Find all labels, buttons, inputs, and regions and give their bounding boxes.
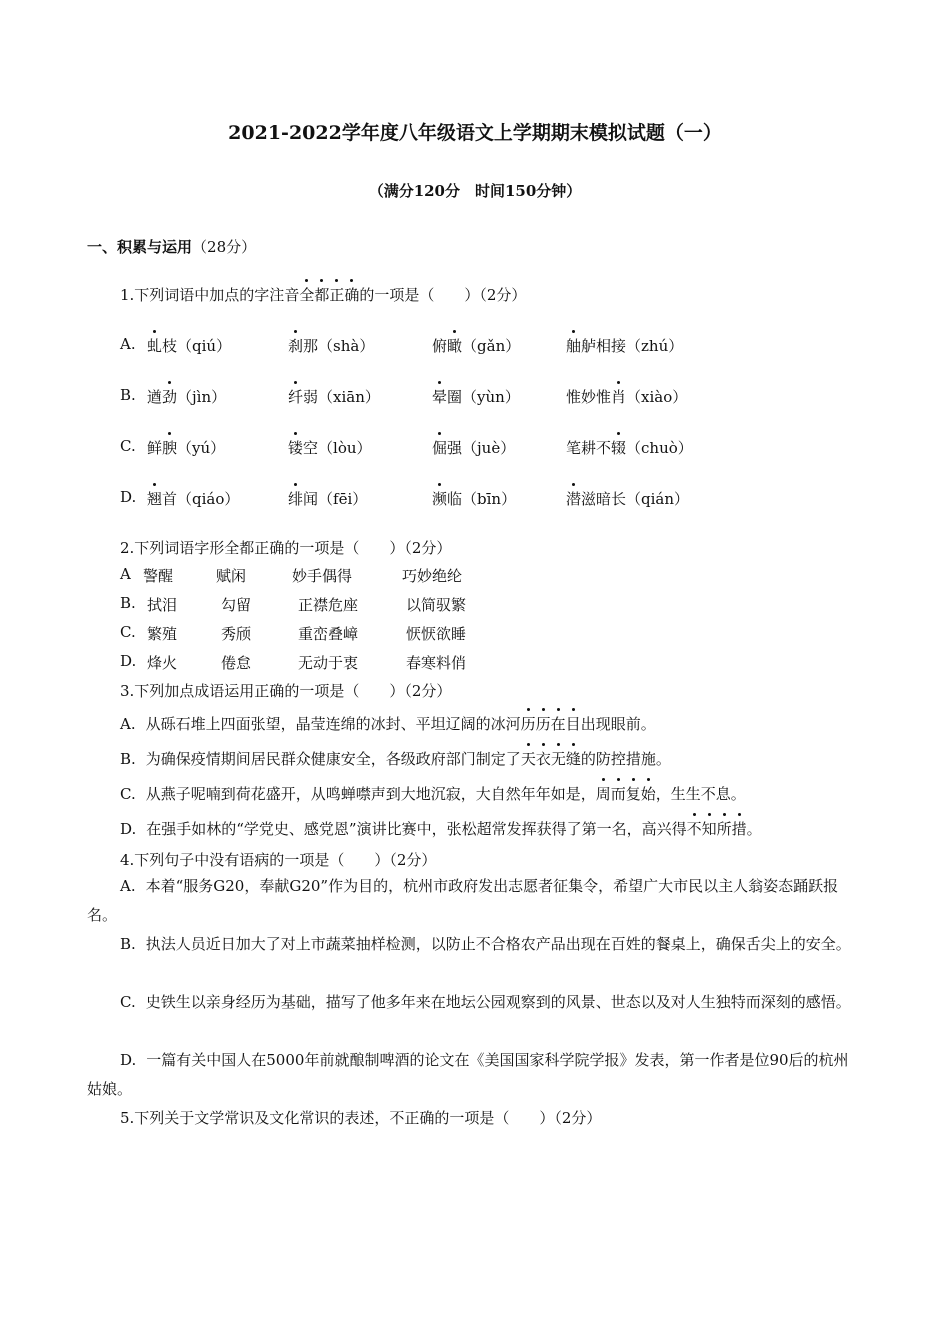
pinyin: （lòu） [318, 439, 372, 457]
q4-stem: 4.下列句子中没有语病的一项是（ ）（2分） [120, 851, 437, 869]
q2-word: 倦怠 [221, 654, 252, 672]
q2-word: 繁殖 [147, 625, 178, 643]
section-number: 一、 [87, 238, 118, 256]
q1-word-item [432, 488, 516, 509]
dotted-idiom [521, 750, 581, 768]
dotted-char: 衣 [535, 750, 551, 768]
q1-stem-after: 的一项是（ ）（2分） [359, 286, 527, 304]
q3-option-text-end: 。 [746, 820, 762, 838]
dotted-char: 不 [686, 820, 702, 838]
q3-option-text-end: ，生生不息。 [655, 785, 746, 803]
dotted-char: 腴 [162, 439, 178, 457]
word-rest: 空 [303, 439, 319, 457]
dotted-char: 知 [701, 820, 717, 838]
q3-option [120, 713, 656, 734]
dotted-char: 绯 [288, 490, 304, 508]
word-rest: 临 [447, 490, 463, 508]
dotted-char: 虬 [147, 337, 163, 355]
word-prefix: 鲜 [147, 439, 163, 457]
word-rest: 枝 [162, 337, 178, 355]
q3-option-label: D. [120, 820, 137, 838]
pinyin: （xiān） [318, 388, 380, 406]
q3-option-text: 为确保疫情期间居民群众健康安全，各级政府部门制定了 [145, 750, 521, 768]
word-rest: 滋暗长 [581, 490, 627, 508]
q2-word: 赋闲 [216, 567, 247, 585]
q1-word-item [566, 386, 687, 407]
pinyin: （yùn） [462, 388, 520, 406]
q2-option-label: C. [120, 623, 136, 641]
q2-word: 以简驭繁 [406, 596, 467, 614]
q4-option-text: 史铁生以亲身经历为基础，描写了他多年来在地坛公园观察到的风景、世态以及对人生独特而深刻的感悟。 [145, 993, 851, 1011]
pinyin: （qiú） [177, 337, 232, 355]
q4-option-label: B. [120, 935, 136, 953]
q4-option [87, 988, 862, 1017]
q3-option-label: A. [120, 715, 136, 733]
dotted-char: 翘 [147, 490, 163, 508]
q1-word-item [147, 335, 231, 356]
q2-word: 秀颀 [221, 625, 252, 643]
q4-option-label: D. [120, 1051, 137, 1069]
q1-word-item [147, 437, 225, 458]
q2-stem: 2.下列词语字形全都正确的一项是（ ）（2分） [120, 539, 452, 557]
q2-word: 恹恹欲睡 [406, 625, 467, 643]
q3-option-text-end: 的防控措施。 [580, 750, 671, 768]
pinyin: （zhú） [626, 337, 684, 355]
q4-option [87, 1046, 862, 1104]
dotted-char: 晕 [432, 388, 448, 406]
pinyin: （qián） [626, 490, 690, 508]
q4-option-text: 本着“服务G20，奉献G20”作为目的，杭州市政府发出志愿者征集令，希望广大市民以主人翁姿态踊跃报名。 [87, 877, 839, 924]
q2-word: 警醒 [143, 567, 174, 585]
q1-word-item [432, 335, 520, 356]
q2-word: 重峦叠嶂 [298, 625, 359, 643]
dotted-char: 历 [535, 715, 551, 733]
q1-word-item [288, 335, 374, 356]
word-rest: 首 [162, 490, 178, 508]
word-rest: 那 [303, 337, 319, 355]
word-rest: 弱 [303, 388, 319, 406]
pinyin: （juè） [462, 439, 516, 457]
q3-option-label: C. [120, 785, 136, 803]
dotted-char: 历 [520, 715, 536, 733]
q5-stem: 5.下列关于文学常识及文化常识的表述，不正确的一项是（ ）（2分） [120, 1109, 602, 1127]
q2-word: 巧妙绝纶 [402, 567, 463, 585]
q4-option-label: A. [120, 877, 136, 895]
q1-word-item [288, 386, 380, 407]
word-rest: 圈 [447, 388, 463, 406]
q3-option-text: 在强手如林的“学党史、感党恩”演讲比赛中，张松超常发挥获得了第一名，高兴得 [146, 820, 687, 838]
dotted-idiom [596, 785, 656, 803]
dotted-char: 复 [625, 785, 641, 803]
q4-option-text: 执法人员近日加大了对上市蔬菜抽样检测，以防止不合格农产品出现在百姓的餐桌上，确保舌尖上的安全。 [145, 935, 851, 953]
q1-stem [120, 284, 526, 305]
dotted-char: 始 [640, 785, 656, 803]
word-prefix: 惟妙惟 [566, 388, 612, 406]
dotted-char: 辍 [611, 439, 627, 457]
dotted-char: 措 [731, 820, 747, 838]
dotted-char: 劲 [162, 388, 178, 406]
dotted-char: 肖 [611, 388, 627, 406]
dotted-idiom [521, 715, 581, 733]
section-score: （28分） [192, 238, 257, 256]
q1-word-item [566, 335, 683, 356]
q2-word: 拭泪 [147, 596, 178, 614]
q1-stem-before: 1.下列词语中加点的字注音 [120, 286, 300, 304]
q3-option [120, 818, 762, 839]
dotted-char: 天 [520, 750, 536, 768]
q2-word: 春寒料俏 [406, 654, 467, 672]
pinyin: （qiáo） [177, 490, 240, 508]
dotted-char: 正 [329, 286, 345, 304]
q2-word: 正襟危座 [298, 596, 359, 614]
word-rest: 强 [447, 439, 463, 457]
dotted-char: 纤 [288, 388, 304, 406]
dotted-char: 而 [610, 785, 626, 803]
pinyin: （bīn） [462, 490, 517, 508]
pinyin: （fēi） [318, 490, 368, 508]
q2-word: 勾留 [221, 596, 252, 614]
q1-word-item [147, 386, 226, 407]
q3-option-text-end: 出现眼前。 [580, 715, 656, 733]
q3-option-text: 从燕子呢喃到荷花盛开，从鸣蝉噤声到大地沉寂，大自然年年如是， [145, 785, 596, 803]
q3-option-label: B. [120, 750, 136, 768]
dotted-char: 倔 [432, 439, 448, 457]
q1-option-label: B. [120, 386, 136, 404]
word-rest: 舻相接 [581, 337, 627, 355]
q1-word-item [566, 437, 693, 458]
q1-option-label: D. [120, 488, 137, 506]
q3-option-text: 从砾石堆上四面张望，晶莹连绵的冰封、平坦辽阔的冰河 [145, 715, 521, 733]
dotted-char: 周 [595, 785, 611, 803]
q2-option-label: B. [120, 594, 136, 612]
dotted-char: 舳 [566, 337, 582, 355]
dotted-char: 刹 [288, 337, 304, 355]
dotted-char: 全 [299, 286, 315, 304]
dotted-char: 瞰 [447, 337, 463, 355]
q4-option [87, 930, 862, 959]
pinyin: （shà） [318, 337, 375, 355]
pinyin: （gǎn） [462, 337, 521, 355]
q4-option [87, 872, 862, 930]
dotted-char: 在 [550, 715, 566, 733]
section-name: 积累与运用 [117, 238, 193, 256]
q2-option-label: A [120, 565, 131, 583]
word-prefix: 俯 [432, 337, 448, 355]
dotted-char: 所 [716, 820, 732, 838]
q2-word: 烽火 [147, 654, 178, 672]
q1-option-label: A. [120, 335, 136, 353]
exam-title: 2021-2022学年度八年级语文上学期期末模拟试题（一） [228, 122, 722, 144]
pinyin: （xiào） [626, 388, 688, 406]
dotted-char: 镂 [288, 439, 304, 457]
q4-option-label: C. [120, 993, 136, 1011]
word-prefix: 笔耕不 [566, 439, 612, 457]
pinyin: （jìn） [177, 388, 227, 406]
q3-option [120, 783, 746, 804]
dotted-char: 都 [314, 286, 330, 304]
q1-word-item [288, 437, 372, 458]
dotted-char: 缝 [565, 750, 581, 768]
q2-option-label: D. [120, 652, 137, 670]
q1-word-item [566, 488, 689, 509]
q1-word-item [147, 488, 239, 509]
word-prefix: 遒 [147, 388, 163, 406]
dotted-char: 无 [550, 750, 566, 768]
exam-subtitle: （满分120分 时间150分钟） [368, 182, 582, 200]
dotted-char: 目 [565, 715, 581, 733]
q3-stem: 3.下列加点成语运用正确的一项是（ ）（2分） [120, 682, 452, 700]
word-rest: 闻 [303, 490, 319, 508]
pinyin: （yú） [177, 439, 226, 457]
q1-word-item [288, 488, 367, 509]
q2-word: 妙手偶得 [292, 567, 353, 585]
q3-option [120, 748, 671, 769]
section-heading [87, 236, 256, 257]
q1-word-item [432, 437, 515, 458]
q1-option-label: C. [120, 437, 136, 455]
dotted-idiom [687, 820, 747, 838]
dotted-char: 潜 [566, 490, 582, 508]
q2-word: 无动于衷 [298, 654, 359, 672]
dotted-char: 濒 [432, 490, 448, 508]
q1-word-item [432, 386, 520, 407]
pinyin: （chuò） [626, 439, 693, 457]
q4-option-text: 一篇有关中国人在5000年前就酿制啤酒的论文在《美国国家科学院学报》发表，第一作者是位90后的杭州姑娘。 [87, 1051, 849, 1098]
dotted-char: 确 [344, 286, 360, 304]
